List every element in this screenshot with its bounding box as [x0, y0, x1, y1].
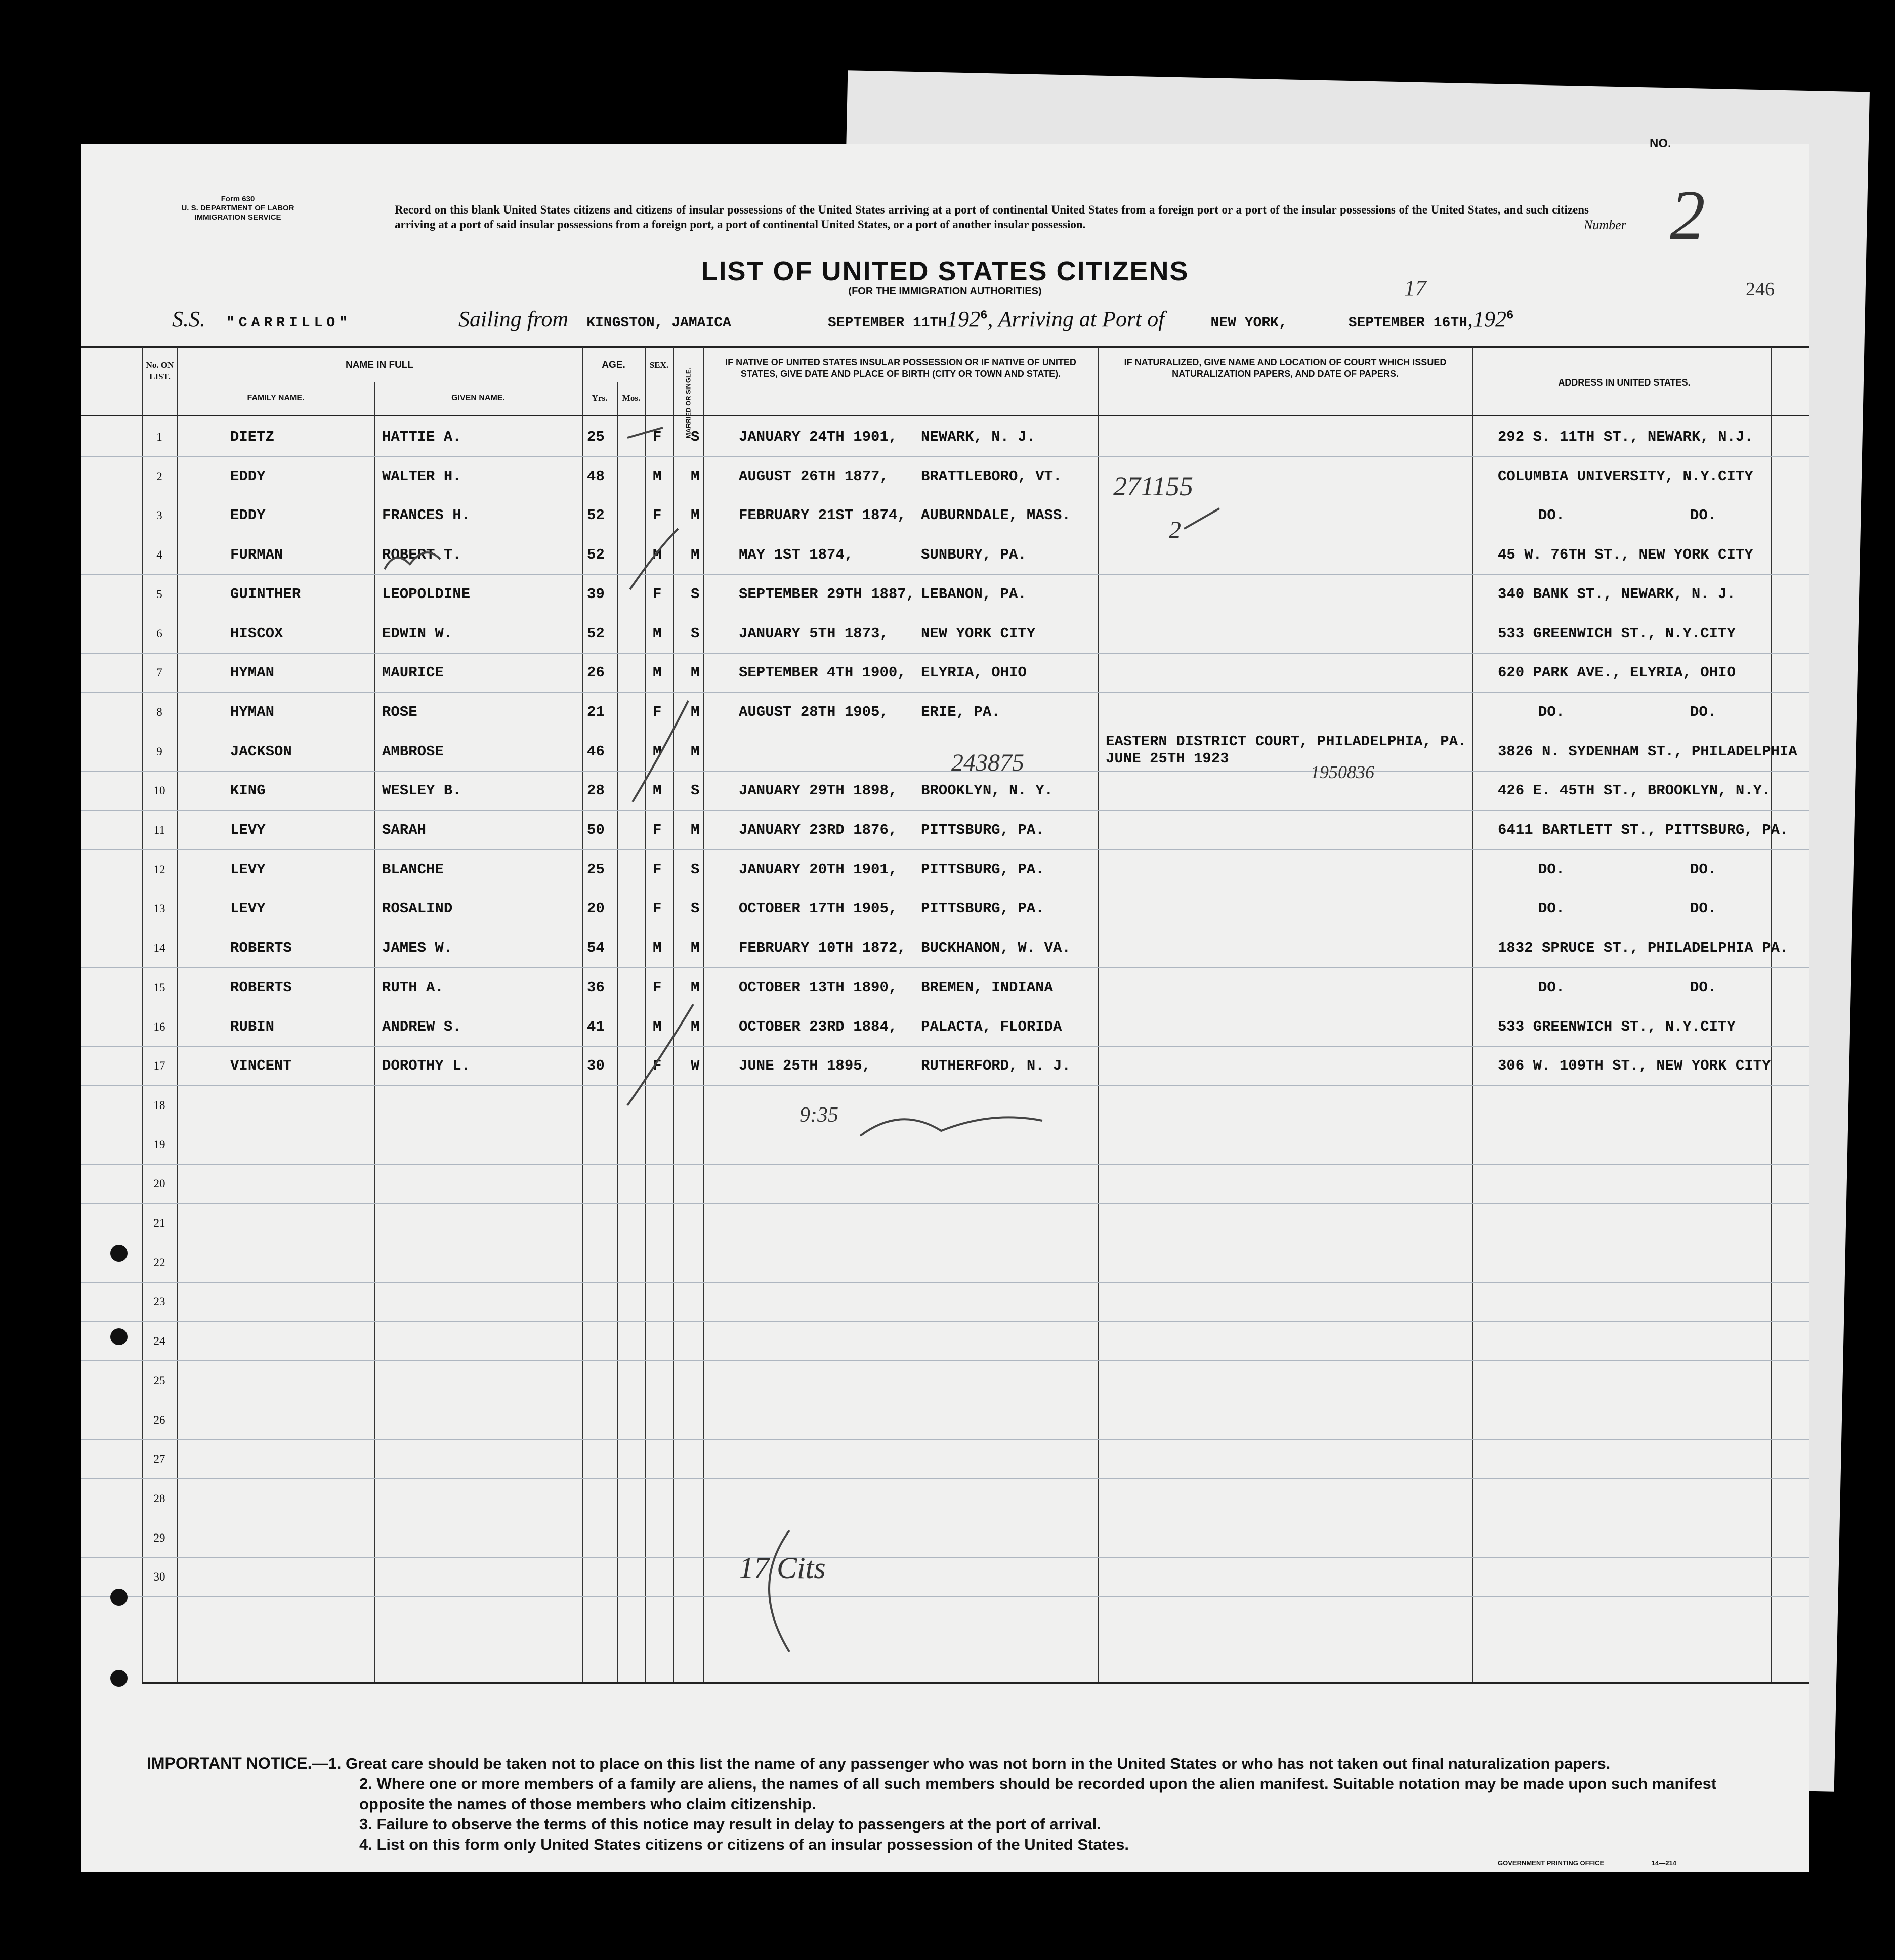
- notice-text-1: 1. Great care should be taken not to place on this list the name of any passenger who was not born in the United States or who has not taken out final naturalization papers.: [328, 1755, 1611, 1772]
- given-name-cell: LEOPOLDINE: [382, 585, 471, 603]
- age-years-cell: 25: [587, 429, 605, 445]
- header-sex: SEX.: [649, 360, 669, 370]
- sex-cell: F: [653, 1057, 662, 1075]
- age-years-cell: 52: [587, 625, 605, 642]
- row-number: 23: [153, 1295, 165, 1308]
- birth-date-cell: JANUARY 20TH 1901,: [739, 861, 898, 878]
- sex-cell: M: [653, 782, 662, 799]
- marital-status-cell: S: [691, 429, 700, 445]
- service-name: IMMIGRATION SERVICE: [194, 213, 281, 222]
- marital-status-cell: M: [691, 978, 700, 996]
- family-name-cell: LEVY: [230, 861, 266, 878]
- marital-status-cell: M: [691, 467, 700, 485]
- header-given-name: GIVEN NAME.: [451, 394, 505, 402]
- birth-date-cell: OCTOBER 17TH 1905,: [739, 900, 898, 917]
- address-cell: 1832 SPRUCE ST., PHILADELPHIA PA.: [1498, 940, 1789, 957]
- address-cell-2: DO.: [1690, 507, 1717, 524]
- row-number: 28: [153, 1492, 165, 1505]
- address-cell: DO.: [1538, 900, 1565, 917]
- birth-date-cell: SEPTEMBER 29TH 1887,: [739, 585, 915, 603]
- notice-item-3: 3. Failure to observe the terms of this notice may result in delay to passengers at the port of arrival.: [359, 1815, 1102, 1833]
- marital-status-cell: S: [691, 585, 700, 603]
- notice-item-4: 4. List on this form only United States citizens or citizens of an insular possession of the United States.: [359, 1836, 1129, 1853]
- marital-status-cell: M: [691, 822, 700, 838]
- birth-date-cell: JANUARY 29TH 1898,: [739, 782, 898, 799]
- birth-place-cell: AUBURNDALE, MASS.: [921, 507, 1071, 524]
- age-years-cell: 48: [587, 467, 605, 485]
- marital-status-cell: S: [691, 625, 700, 642]
- birth-place-cell: BRATTLEBORO, VT.: [921, 467, 1062, 485]
- header-married-single: MARRIED OR SINGLE.: [684, 367, 692, 439]
- birth-place-cell: PALACTA, FLORIDA: [921, 1018, 1062, 1035]
- page-subtitle: (FOR THE IMMIGRATION AUTHORITIES): [848, 286, 1042, 297]
- row-number: 22: [153, 1256, 165, 1269]
- family-name-cell: ROBERTS: [230, 978, 292, 996]
- handwritten-marks: [81, 144, 1809, 1872]
- birth-date-cell: OCTOBER 13TH 1890,: [739, 978, 898, 996]
- row-number: 21: [153, 1217, 165, 1229]
- birth-date-cell: JANUARY 23RD 1876,: [739, 822, 898, 838]
- header-name-in-full: NAME IN FULL: [345, 360, 414, 370]
- row-number: 20: [153, 1177, 165, 1190]
- address-cell-2: DO.: [1690, 978, 1717, 996]
- arrival-date: SEPTEMBER 16TH: [1348, 315, 1467, 331]
- number-label: Number: [1584, 218, 1626, 232]
- birth-place-cell: PITTSBURG, PA.: [921, 861, 1044, 878]
- row-number: 18: [153, 1098, 165, 1112]
- age-years-cell: 41: [587, 1018, 605, 1035]
- birth-place-cell: PITTSBURG, PA.: [921, 822, 1044, 838]
- family-name-cell: DIETZ: [230, 429, 275, 445]
- row-number: 12: [153, 863, 165, 876]
- age-years-cell: 26: [587, 664, 605, 681]
- handwritten-time: 9:35: [799, 1103, 838, 1127]
- department-name: U. S. DEPARTMENT OF LABOR: [181, 204, 294, 212]
- birth-place-cell: LEBANON, PA.: [921, 585, 1027, 603]
- address-cell: 340 BANK ST., NEWARK, N. J.: [1498, 585, 1736, 603]
- arrival-port: NEW YORK,: [1210, 315, 1287, 331]
- given-name-cell: AMBROSE: [382, 743, 444, 760]
- arrival-year-digit: 6: [1506, 309, 1514, 323]
- address-cell: DO.: [1538, 861, 1565, 878]
- birth-date-cell: MAY 1ST 1874,: [739, 546, 854, 564]
- birth-place-cell: NEWARK, N. J.: [921, 429, 1036, 445]
- address-cell-2: DO.: [1690, 861, 1717, 878]
- row-number: 7: [156, 666, 162, 679]
- arriving-label: Arriving at Port of: [998, 307, 1165, 331]
- given-name-cell: BLANCHE: [382, 861, 444, 878]
- sex-cell: F: [653, 429, 662, 445]
- marital-status-cell: M: [691, 743, 700, 760]
- birth-place-cell: ERIE, PA.: [921, 703, 1000, 720]
- sex-cell: F: [653, 822, 662, 838]
- address-cell: 306 W. 109TH ST., NEW YORK CITY: [1498, 1057, 1771, 1075]
- given-name-cell: WESLEY B.: [382, 782, 461, 799]
- punch-hole: [110, 1670, 128, 1687]
- stamped-page-number: 246: [1746, 279, 1775, 300]
- birth-date-cell: JANUARY 24TH 1901,: [739, 429, 898, 445]
- age-years-cell: 21: [587, 703, 605, 720]
- address-cell: 6411 BARTLETT ST., PITTSBURG, PA.: [1498, 822, 1789, 838]
- header-age: AGE.: [602, 360, 625, 370]
- handwritten-cert-jackson: 1950836: [1311, 762, 1374, 782]
- row-number: 27: [153, 1453, 165, 1466]
- row-number: 8: [156, 705, 162, 718]
- family-name-cell: ROBERTS: [230, 940, 292, 957]
- page-title: LIST OF UNITED STATES CITIZENS: [701, 256, 1189, 286]
- given-name-cell: MAURICE: [382, 664, 444, 681]
- sex-cell: M: [653, 467, 662, 485]
- form-code: 14—214: [1651, 1859, 1676, 1867]
- sex-cell: M: [653, 1018, 662, 1035]
- family-name-cell: HISCOX: [230, 625, 283, 642]
- sheet-number: 2: [1670, 176, 1705, 254]
- handwritten-mark-eddy: 2: [1169, 517, 1181, 543]
- header-naturalized: IF NATURALIZED, GIVE NAME AND LOCATION OF COURT WHICH ISSUED NATURALIZATION PAPERS, AND DATE OF PAPERS.: [1124, 357, 1447, 379]
- row-number: 26: [153, 1413, 165, 1426]
- arrival-year: 192: [1473, 307, 1506, 331]
- sex-cell: F: [653, 585, 662, 603]
- punch-hole: [110, 1245, 128, 1262]
- age-years-cell: 20: [587, 900, 605, 917]
- sex-cell: M: [653, 743, 662, 760]
- handwritten-cert-number-eddy: 271155: [1113, 471, 1193, 501]
- age-years-cell: 30: [587, 1057, 605, 1075]
- address-cell: 533 GREENWICH ST., N.Y.CITY: [1498, 1018, 1736, 1035]
- birth-place-cell: ELYRIA, OHIO: [921, 664, 1027, 681]
- family-name-cell: FURMAN: [230, 546, 283, 564]
- age-years-cell: 39: [587, 585, 605, 603]
- birth-place-cell: PITTSBURG, PA.: [921, 900, 1044, 917]
- birth-place-cell: SUNBURY, PA.: [921, 546, 1027, 564]
- family-name-cell: HYMAN: [230, 664, 275, 681]
- given-name-cell: ROSALIND: [382, 900, 453, 917]
- given-name-cell: RUTH A.: [382, 978, 444, 996]
- printer-imprint: [1498, 1859, 1676, 1867]
- row-number: 30: [153, 1570, 165, 1584]
- age-years-cell: 52: [587, 546, 605, 564]
- sex-cell: M: [653, 664, 662, 681]
- marital-status-cell: M: [691, 507, 700, 524]
- header-address: ADDRESS IN UNITED STATES.: [1558, 377, 1691, 388]
- marital-status-cell: M: [691, 546, 700, 564]
- birth-date-cell: AUGUST 28TH 1905,: [739, 703, 889, 720]
- address-cell: 620 PARK AVE., ELYRIA, OHIO: [1498, 664, 1736, 681]
- given-name-cell: HATTIE A.: [382, 429, 461, 445]
- marital-status-cell: M: [691, 664, 700, 681]
- notice-lead: IMPORTANT NOTICE.—: [147, 1754, 328, 1772]
- voyage-line: S.S. "CARRILLO" Sailing from KINGSTON, JAMAICA SEPTEMBER $11TH192^6$, Arriving at Port of NEW YORK, 17 SEPTEMBER 16TH,192$^6$: [172, 276, 1514, 331]
- header-years: Yrs.: [592, 393, 608, 403]
- row-number: 25: [153, 1374, 165, 1387]
- marital-status-cell: S: [691, 900, 700, 917]
- marital-status-cell: M: [691, 703, 700, 720]
- birth-date-cell: AUGUST 26TH 1877,: [739, 467, 889, 485]
- address-cell-2: DO.: [1690, 703, 1717, 720]
- header-family-name: FAMILY NAME.: [247, 394, 305, 402]
- age-years-cell: 36: [587, 978, 605, 996]
- row-number: 29: [153, 1531, 165, 1544]
- birth-place-cell: BUCKHANON, W. VA.: [921, 940, 1071, 957]
- arrival-date-correction: 17: [1404, 276, 1426, 301]
- address-cell: 533 GREENWICH ST., N.Y.CITY: [1498, 625, 1736, 642]
- notice-item-1: [147, 1753, 1766, 1774]
- birth-place-cell: RUTHERFORD, N. J.: [921, 1057, 1071, 1075]
- row-number: 15: [153, 981, 165, 994]
- given-name-cell: DOROTHY L.: [382, 1057, 471, 1075]
- row-number: 6: [156, 627, 162, 640]
- given-name-cell: WALTER H.: [382, 467, 461, 485]
- printer-name: GOVERNMENT PRINTING OFFICE: [1498, 1859, 1605, 1867]
- birth-place-cell: BROOKLYN, N. Y.: [921, 782, 1054, 799]
- family-name-cell: VINCENT: [230, 1057, 292, 1075]
- sex-cell: M: [653, 546, 662, 564]
- birth-place-cell: NEW YORK CITY: [921, 625, 1036, 642]
- age-years-cell: 54: [587, 940, 605, 957]
- given-name-cell: ANDREW S.: [382, 1018, 461, 1035]
- age-years-cell: 28: [587, 782, 605, 799]
- family-name-cell: LEVY: [230, 822, 266, 838]
- given-name-cell: ROSE: [382, 703, 417, 720]
- marital-status-cell: W: [691, 1057, 700, 1075]
- address-cell: 426 E. 45TH ST., BROOKLYN, N.Y.: [1498, 782, 1771, 799]
- age-years-cell: 50: [587, 822, 605, 838]
- manifest-sheet: [81, 137, 1809, 1872]
- birth-place-cell: BREMEN, INDIANA: [921, 978, 1054, 996]
- sex-cell: F: [653, 507, 662, 524]
- birth-date-cell: SEPTEMBER 4TH 1900,: [739, 664, 906, 681]
- family-name-cell: KING: [230, 782, 266, 799]
- address-cell: 292 S. 11TH ST., NEWARK, N.J.: [1498, 429, 1753, 445]
- row-number: 4: [156, 548, 162, 562]
- marital-status-cell: S: [691, 782, 700, 799]
- sex-cell: F: [653, 978, 662, 996]
- family-name-cell: HYMAN: [230, 703, 275, 720]
- punch-hole: [110, 1589, 128, 1606]
- given-name-cell: FRANCES H.: [382, 507, 471, 524]
- sex-cell: F: [653, 900, 662, 917]
- birth-date-cell: OCTOBER 23RD 1884,: [739, 1018, 898, 1035]
- important-notice: [147, 1753, 1766, 1855]
- notice-item-2: 2. Where one or more members of a family are aliens, the names of all such members should be recorded upon the alien manifest. Suitable notation may be made upon such manifest opposite the names of those members who claim citizenship.: [359, 1775, 1717, 1813]
- header-no: No. ON LIST.: [146, 360, 174, 381]
- handwritten-citizen-count: 17 Cits: [739, 1551, 826, 1585]
- departure-date: SEPTEMBER 11TH: [827, 315, 947, 331]
- age-years-cell: 52: [587, 507, 605, 524]
- sex-cell: M: [653, 625, 662, 642]
- row-number: 1: [156, 431, 162, 443]
- row-number: 16: [153, 1020, 165, 1033]
- marital-status-cell: M: [691, 1018, 700, 1035]
- sex-cell: F: [653, 861, 662, 878]
- address-cell: DO.: [1538, 507, 1565, 524]
- age-years-cell: 46: [587, 743, 605, 760]
- instructions-text: Record on this blank United States citizens and citizens of insular possessions of the United States arriving at a port of continental United States from a foreign port or a port of the insular possessions of the United States, and such citizens arriving at a port of said insular possessions from a foreign port, a port of continental United States, or a port of another insular possession.: [395, 203, 1589, 231]
- naturalization-cell: EASTERN DISTRICT COURT, PHILADELPHIA, PA.: [1106, 733, 1467, 750]
- corner-number-label: NO.: [1650, 137, 1671, 150]
- row-number: 14: [153, 942, 165, 955]
- address-cell: 45 W. 76TH ST., NEW YORK CITY: [1498, 546, 1753, 564]
- address-cell: 3826 N. SYDENHAM ST., PHILADELPHIA: [1498, 743, 1797, 760]
- family-name-cell: GUINTHER: [230, 585, 301, 603]
- departure-port: KINGSTON, JAMAICA: [586, 315, 731, 331]
- naturalization-date-cell: JUNE 25TH 1923: [1106, 750, 1229, 767]
- sex-cell: M: [653, 940, 662, 957]
- header-birth: IF NATIVE OF UNITED STATES INSULAR POSSESSION OR IF NATIVE OF UNITED STATES, GIVE DATE AND PLACE OF BIRTH (CITY OR TOWN AND STATE).: [725, 357, 1076, 379]
- sex-cell: F: [653, 703, 662, 720]
- row-number: 19: [153, 1138, 165, 1151]
- form-number: Form 630: [221, 195, 255, 203]
- given-name-cell: SARAH: [382, 822, 427, 838]
- given-name-cell: EDWIN W.: [382, 625, 453, 642]
- sailing-label: Sailing from: [458, 307, 569, 331]
- given-name-cell: ROBERT T.: [382, 546, 461, 564]
- departure-year: 192: [947, 307, 981, 331]
- row-number: 2: [156, 470, 162, 483]
- family-name-cell: EDDY: [230, 507, 266, 524]
- family-name-cell: LEVY: [230, 900, 266, 917]
- row-number: 3: [156, 509, 162, 522]
- row-number: 10: [153, 784, 165, 797]
- marital-status-cell: M: [691, 940, 700, 957]
- address-cell: DO.: [1538, 978, 1565, 996]
- row-number: 5: [156, 587, 162, 601]
- given-name-cell: JAMES W.: [382, 940, 453, 957]
- ss-label: S.S.: [172, 307, 205, 331]
- header-months: Mos.: [622, 393, 641, 403]
- address-cell: DO.: [1538, 703, 1565, 720]
- row-number: 11: [153, 824, 165, 836]
- departure-year-digit: 6: [980, 309, 988, 323]
- row-number: 13: [153, 902, 165, 915]
- address-cell-2: DO.: [1690, 900, 1717, 917]
- birth-date-cell: FEBRUARY 10TH 1872,: [739, 940, 906, 957]
- row-number: 24: [153, 1335, 165, 1348]
- row-number: 9: [156, 745, 162, 758]
- birth-date-cell: FEBRUARY 21ST 1874,: [739, 507, 906, 524]
- handwritten-cert-number-jackson: 243875: [951, 749, 1024, 776]
- ship-name: "CARRILLO": [226, 315, 352, 331]
- marital-status-cell: S: [691, 861, 700, 878]
- family-name-cell: JACKSON: [230, 743, 292, 760]
- punch-hole: [110, 1328, 128, 1345]
- birth-date-cell: JANUARY 5TH 1873,: [739, 625, 889, 642]
- family-name-cell: EDDY: [230, 467, 266, 485]
- birth-date-cell: JUNE 25TH 1895,: [739, 1057, 871, 1075]
- row-number: 17: [153, 1059, 165, 1073]
- age-years-cell: 25: [587, 861, 605, 878]
- address-cell: COLUMBIA UNIVERSITY, N.Y.CITY: [1498, 467, 1753, 485]
- family-name-cell: RUBIN: [230, 1018, 275, 1035]
